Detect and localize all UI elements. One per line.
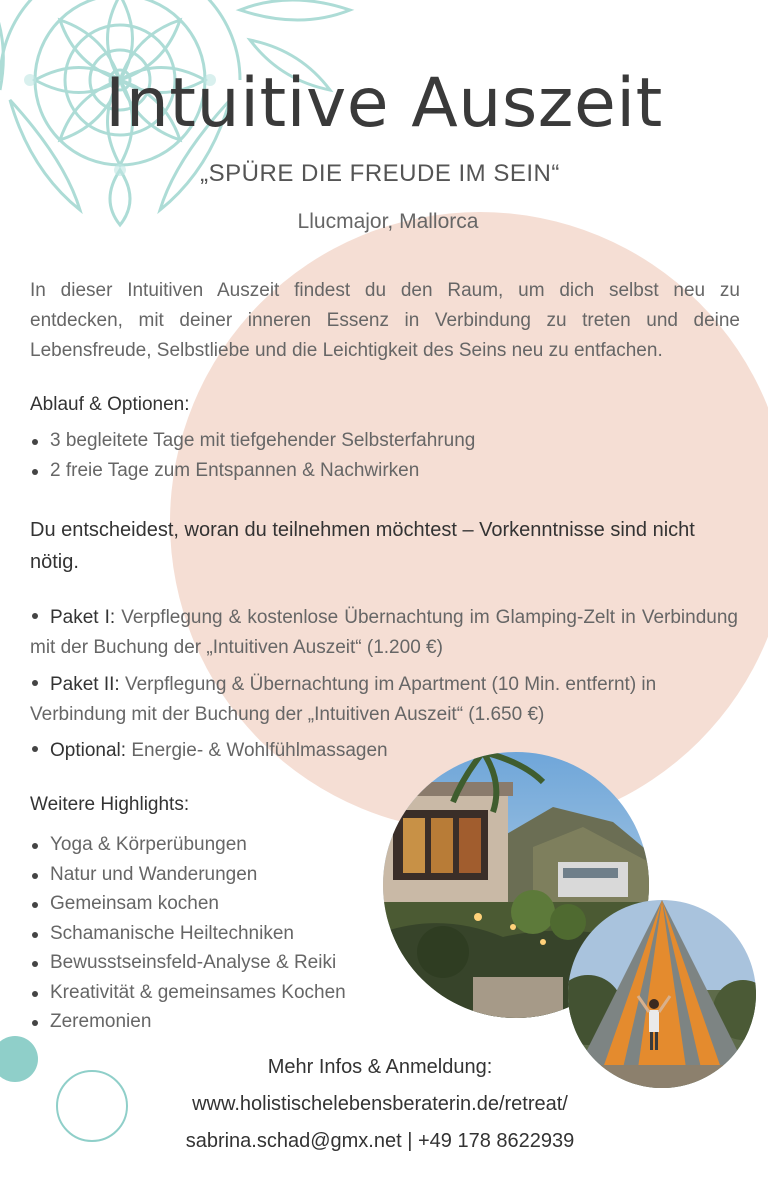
list-item: Schamanische Heiltechniken bbox=[30, 919, 410, 949]
optional-label: Optional: bbox=[50, 740, 127, 761]
optional bbox=[30, 736, 738, 766]
list-item: Kreativität & gemeinsames Kochen bbox=[30, 978, 410, 1008]
bullet-dot bbox=[32, 746, 38, 752]
decide-statement: Du entscheidest, woran du teilnehmen möchtest – Vorkenntnisse sind nicht nötig. bbox=[30, 519, 695, 573]
optional-text: Energie- & Wohlfühlmassagen bbox=[131, 740, 388, 761]
bullet-dot bbox=[32, 613, 38, 619]
separator: | bbox=[407, 1130, 413, 1152]
list-item: 2 freie Tage zum Entspannen & Nachwirken bbox=[30, 456, 630, 486]
list-item: Zeremonien bbox=[30, 1007, 410, 1037]
paket-1-label: Paket I: bbox=[50, 607, 116, 628]
paket-1-text: Verpflegung & kostenlose Übernachtung im Glamping-Zelt in Verbindung mit der Buchung der „Intuitiven Auszeit“ (1.200 €) bbox=[30, 607, 738, 658]
bullet-dot bbox=[32, 680, 38, 686]
page-title: Intuitive Auszeit bbox=[105, 64, 663, 143]
teal-ring-decoration bbox=[56, 1070, 128, 1142]
ablauf-list bbox=[30, 426, 630, 486]
paket-2 bbox=[30, 670, 738, 730]
list-item: Yoga & Körperübungen bbox=[30, 830, 410, 860]
teal-dot-decoration bbox=[0, 1036, 38, 1082]
highlights-heading: Weitere Highlights: bbox=[30, 794, 190, 815]
paket-2-label: Paket II: bbox=[50, 674, 120, 695]
paket-1 bbox=[30, 603, 738, 663]
list-item: 3 begleitete Tage mit tiefgehender Selbsterfahrung bbox=[30, 426, 630, 456]
phone-number[interactable]: +49 178 8622939 bbox=[418, 1130, 575, 1152]
contact-line bbox=[130, 1130, 630, 1153]
website-link[interactable]: www.holistischelebensberaterin.de/retreat/ bbox=[192, 1093, 568, 1115]
intro-line: entdecken, mit deiner inneren Essenz in Verbindung zu treten und deine bbox=[30, 310, 740, 331]
subtitle: „SPÜRE DIE FREUDE IM SEIN“ bbox=[200, 160, 560, 187]
intro-paragraph bbox=[30, 276, 740, 366]
location: Llucmajor, Mallorca bbox=[297, 210, 479, 233]
email-link[interactable]: sabrina.schad@gmx.net bbox=[185, 1130, 402, 1152]
list-item: Natur und Wanderungen bbox=[30, 860, 410, 890]
contact-heading: Mehr Infos & Anmeldung: bbox=[267, 1056, 493, 1078]
intro-line: Lebensfreude, Selbstliebe und die Leichtigkeit des Seins neu zu entfachen. bbox=[30, 340, 663, 361]
intro-line: In dieser Intuitiven Auszeit findest du den Raum, um dich selbst neu zu bbox=[30, 280, 740, 301]
list-item: Bewusstseinsfeld-Analyse & Reiki bbox=[30, 948, 410, 978]
ablauf-heading: Ablauf & Optionen: bbox=[30, 394, 190, 415]
highlights-list bbox=[30, 830, 410, 1037]
paket-2-text: Verpflegung & Übernachtung im Apartment (10 Min. entfernt) in Verbindung mit der Buchung der „Intuitiven Auszeit“ (1.650 €) bbox=[30, 674, 657, 725]
list-item: Gemeinsam kochen bbox=[30, 889, 410, 919]
